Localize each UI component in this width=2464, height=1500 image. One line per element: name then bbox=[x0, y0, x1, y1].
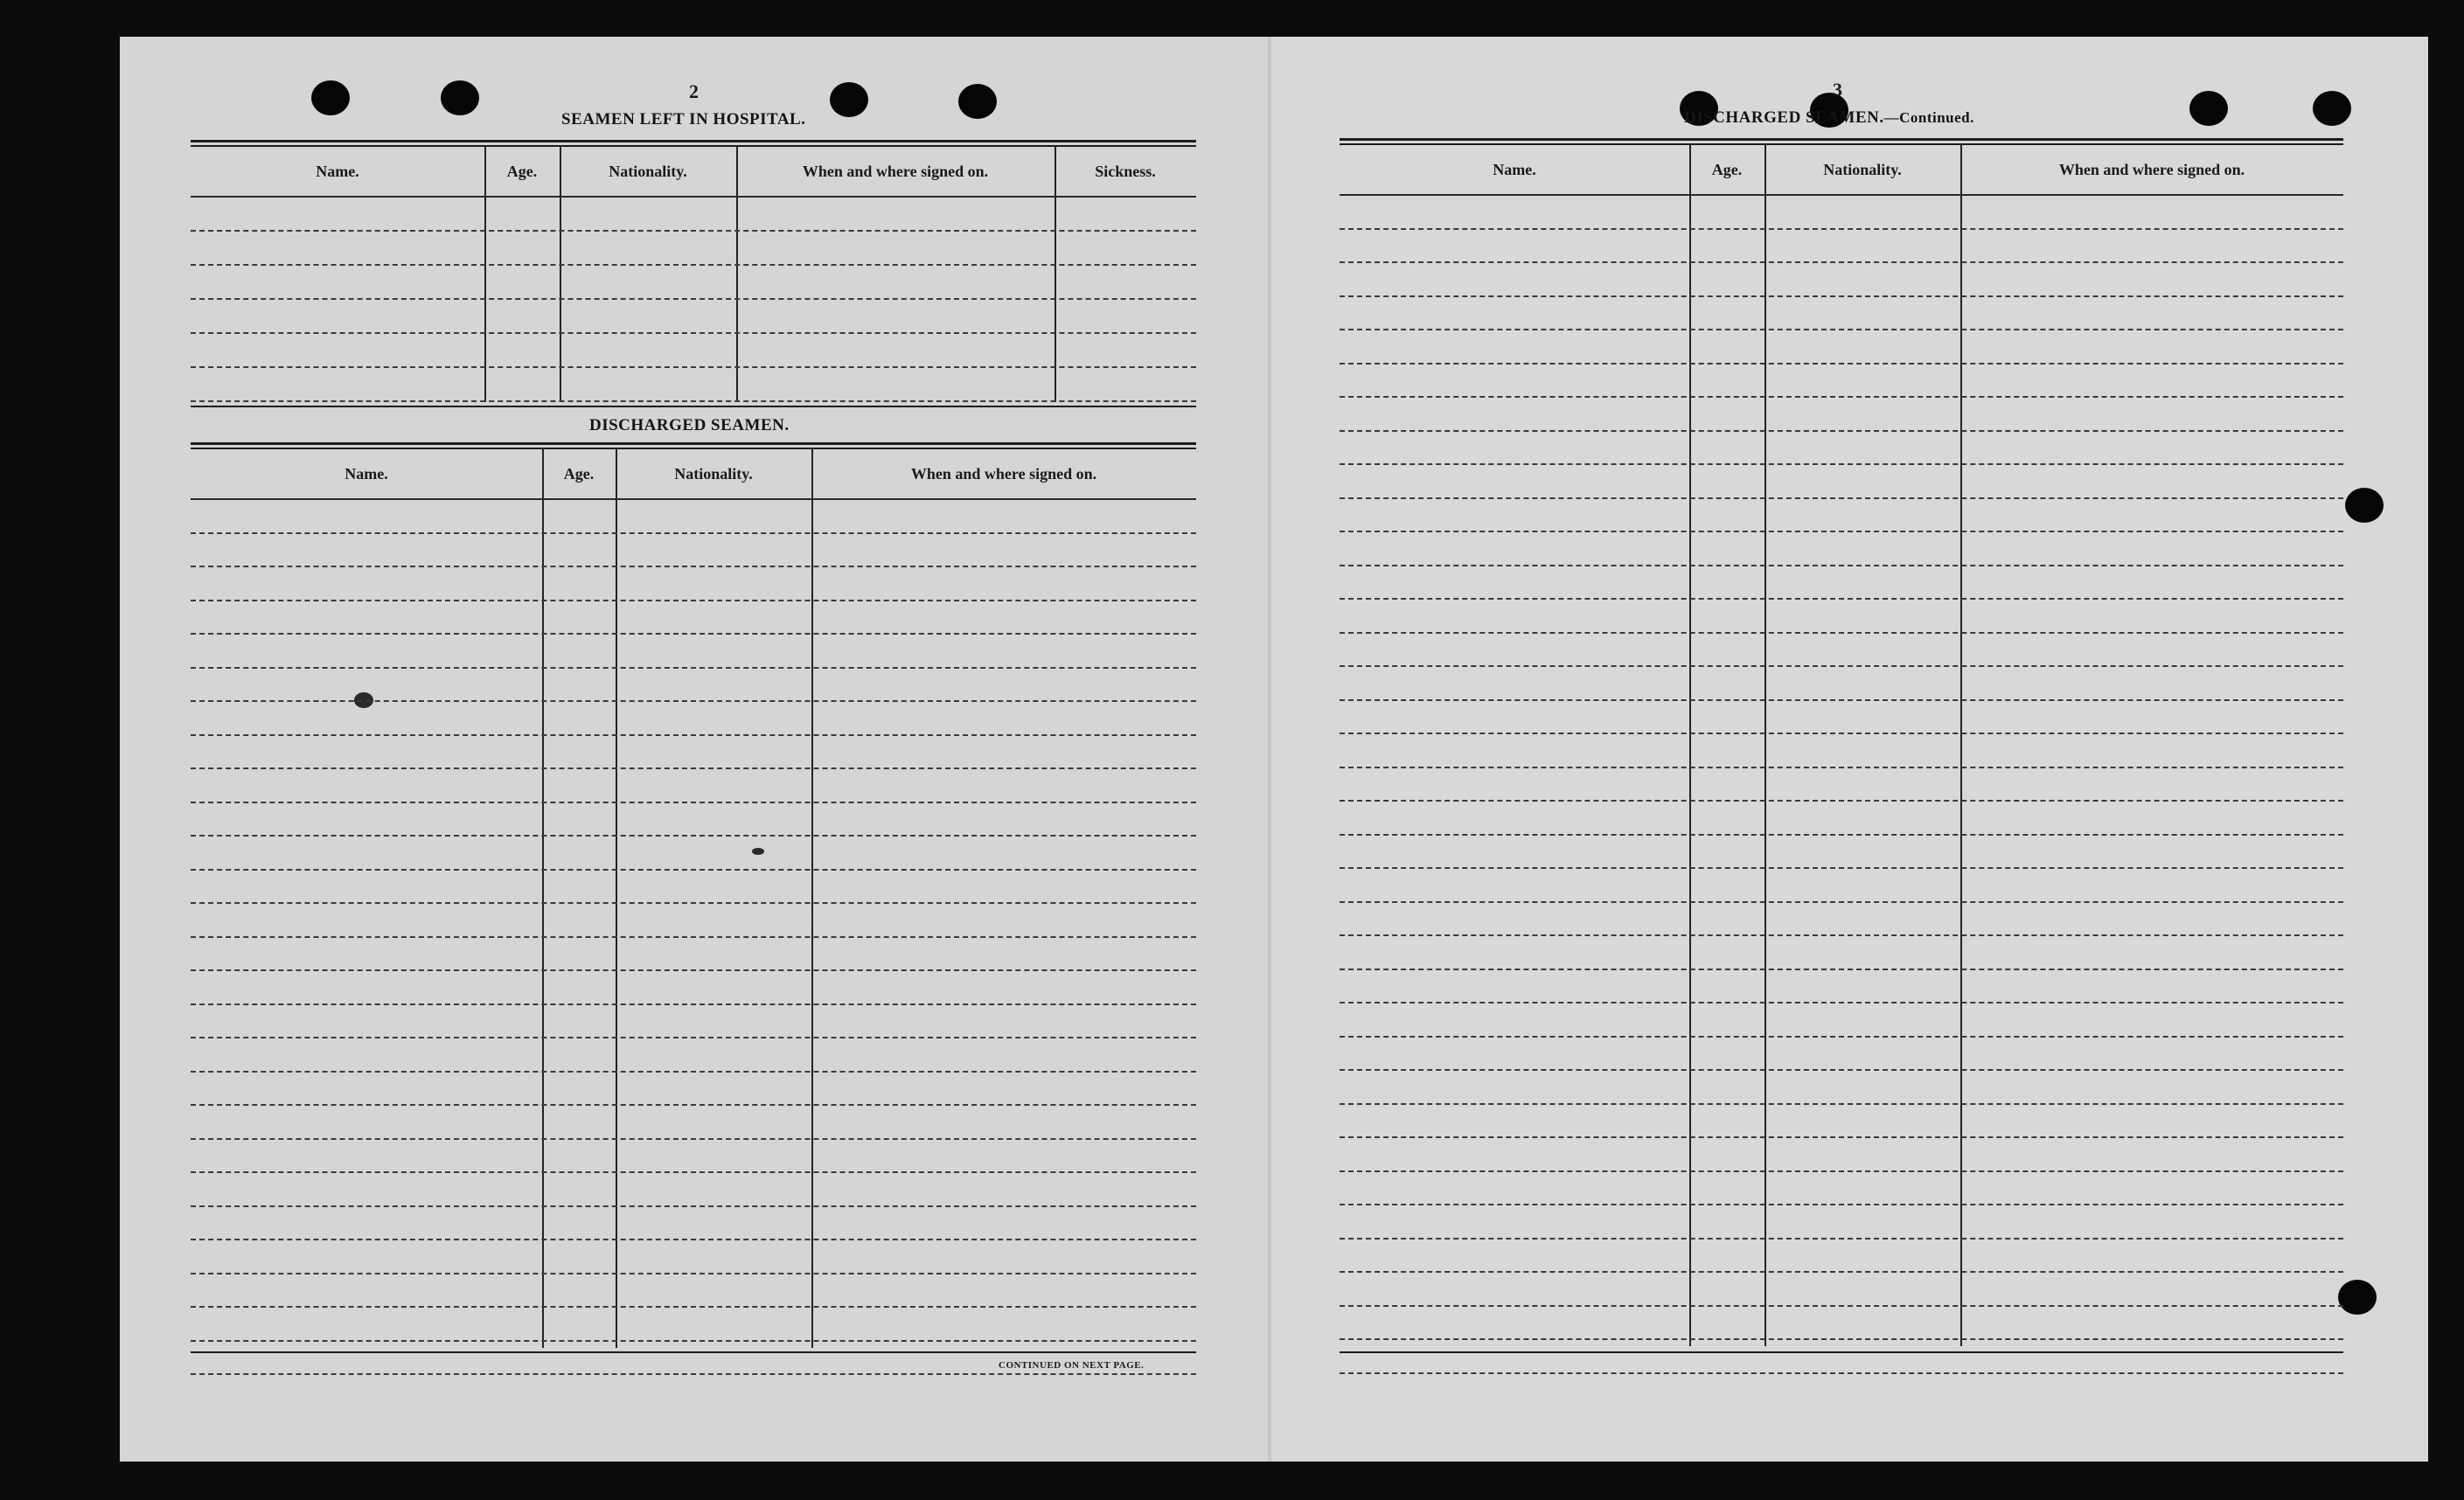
column-divider bbox=[542, 449, 544, 1348]
table-row bbox=[1340, 834, 2343, 836]
table-row bbox=[191, 1273, 1196, 1274]
punch-hole bbox=[830, 82, 868, 117]
column-divider bbox=[1960, 145, 1962, 1346]
column-header: Name. bbox=[316, 163, 359, 180]
page-fold bbox=[1268, 37, 1271, 1462]
right-top-rule bbox=[1340, 138, 2343, 141]
table-row bbox=[1340, 363, 2343, 365]
table-row bbox=[1340, 1103, 2343, 1105]
table-row bbox=[1340, 969, 2343, 970]
punch-hole bbox=[2189, 91, 2228, 126]
table-row bbox=[1340, 228, 2343, 230]
right-discharged-table bbox=[1340, 145, 2343, 1346]
table-row bbox=[191, 767, 1196, 769]
table-row bbox=[1340, 800, 2343, 802]
table-row bbox=[1340, 1069, 2343, 1071]
table-row bbox=[191, 1071, 1196, 1073]
table-row bbox=[1340, 767, 2343, 768]
table-row bbox=[191, 1239, 1196, 1240]
column-header: Age. bbox=[506, 163, 538, 180]
table-row bbox=[1340, 598, 2343, 600]
table-row bbox=[1340, 632, 2343, 634]
hospital-bottom-rule bbox=[191, 406, 1196, 407]
continued-note: CONTINUED ON NEXT PAGE. bbox=[999, 1360, 1145, 1371]
table-row bbox=[1340, 665, 2343, 667]
right-section-title-text: DISCHARGED SEAMEN. bbox=[1684, 108, 1884, 127]
table-row bbox=[191, 1340, 1196, 1342]
column-divider bbox=[1689, 145, 1691, 1346]
header-underline bbox=[191, 498, 1196, 500]
discharged-top-rule bbox=[191, 442, 1196, 445]
table-row bbox=[1340, 867, 2343, 869]
table-row bbox=[1340, 1136, 2343, 1138]
column-divider bbox=[1764, 145, 1766, 1346]
column-header: Sickness. bbox=[1095, 163, 1156, 180]
discharged-table bbox=[191, 449, 1196, 1348]
table-row bbox=[191, 936, 1196, 938]
left-page-number: 2 bbox=[689, 80, 699, 102]
table-row bbox=[1340, 1204, 2343, 1205]
table-row bbox=[1340, 396, 2343, 398]
punch-hole bbox=[441, 80, 479, 115]
table-row bbox=[191, 1205, 1196, 1207]
table-row bbox=[1340, 934, 2343, 936]
table-row bbox=[191, 366, 1196, 368]
table-row bbox=[191, 1373, 1196, 1375]
table-row bbox=[1340, 1002, 2343, 1003]
table-row bbox=[191, 566, 1196, 567]
table-row bbox=[1340, 1372, 2343, 1374]
table-row bbox=[191, 869, 1196, 871]
punch-hole bbox=[311, 80, 350, 115]
table-row bbox=[191, 230, 1196, 232]
table-row bbox=[191, 532, 1196, 534]
right-section-title-suffix: —Continued. bbox=[1883, 109, 1974, 126]
column-divider bbox=[811, 449, 813, 1348]
table-row bbox=[1340, 295, 2343, 297]
punch-hole bbox=[2338, 1280, 2377, 1315]
table-row bbox=[191, 667, 1196, 669]
table-row bbox=[1340, 565, 2343, 566]
hospital-top-rule bbox=[191, 140, 1196, 142]
hospital-table bbox=[191, 147, 1196, 402]
table-row bbox=[1340, 901, 2343, 903]
table-row bbox=[191, 1306, 1196, 1308]
table-row bbox=[1340, 733, 2343, 734]
table-row bbox=[1340, 463, 2343, 465]
table-row bbox=[1340, 1036, 2343, 1038]
column-header: Nationality. bbox=[1823, 161, 1902, 178]
column-header: Name. bbox=[345, 465, 388, 483]
table-row bbox=[191, 1104, 1196, 1106]
table-row bbox=[1340, 430, 2343, 432]
table-row bbox=[191, 400, 1196, 402]
column-divider bbox=[616, 449, 617, 1348]
table-row bbox=[191, 633, 1196, 635]
right-bottom-rule bbox=[1340, 1351, 2343, 1353]
table-row bbox=[1340, 497, 2343, 499]
table-row bbox=[1340, 1305, 2343, 1307]
table-row bbox=[191, 969, 1196, 971]
table-row bbox=[191, 902, 1196, 904]
table-row bbox=[191, 1037, 1196, 1038]
table-row bbox=[191, 1138, 1196, 1140]
table-row bbox=[1340, 1338, 2343, 1340]
table-row bbox=[1340, 1170, 2343, 1172]
column-header: Nationality. bbox=[609, 163, 687, 180]
table-row bbox=[191, 600, 1196, 601]
column-header: Age. bbox=[1711, 161, 1743, 178]
discharged-bottom-rule bbox=[191, 1351, 1196, 1353]
column-header: When and where signed on. bbox=[2058, 161, 2245, 178]
table-row bbox=[1340, 1238, 2343, 1240]
right-section-title bbox=[1684, 108, 1974, 128]
column-header: Age. bbox=[563, 465, 595, 483]
table-row bbox=[191, 700, 1196, 702]
punch-hole bbox=[958, 84, 997, 119]
column-header: When and where signed on. bbox=[910, 465, 1097, 483]
table-row bbox=[1340, 699, 2343, 701]
punch-hole bbox=[2313, 91, 2351, 126]
table-row bbox=[191, 298, 1196, 300]
column-header: Name. bbox=[1493, 161, 1536, 178]
table-row bbox=[191, 835, 1196, 837]
table-row bbox=[191, 802, 1196, 803]
column-header: When and where signed on. bbox=[802, 163, 989, 180]
punch-hole bbox=[2345, 488, 2384, 523]
table-row bbox=[191, 264, 1196, 266]
hospital-section-title: SEAMEN LEFT IN HOSPITAL. bbox=[561, 110, 806, 128]
table-row bbox=[1340, 531, 2343, 532]
table-row bbox=[1340, 329, 2343, 330]
table-row bbox=[191, 1171, 1196, 1173]
right-page-number: 3 bbox=[1833, 79, 1842, 101]
table-row bbox=[191, 1003, 1196, 1005]
table-row bbox=[1340, 1271, 2343, 1273]
table-row bbox=[1340, 261, 2343, 263]
header-underline bbox=[1340, 194, 2343, 196]
discharged-section-title: DISCHARGED SEAMEN. bbox=[589, 416, 790, 434]
column-header: Nationality. bbox=[674, 465, 753, 483]
table-row bbox=[191, 734, 1196, 736]
table-row bbox=[191, 332, 1196, 334]
header-underline bbox=[191, 196, 1196, 198]
